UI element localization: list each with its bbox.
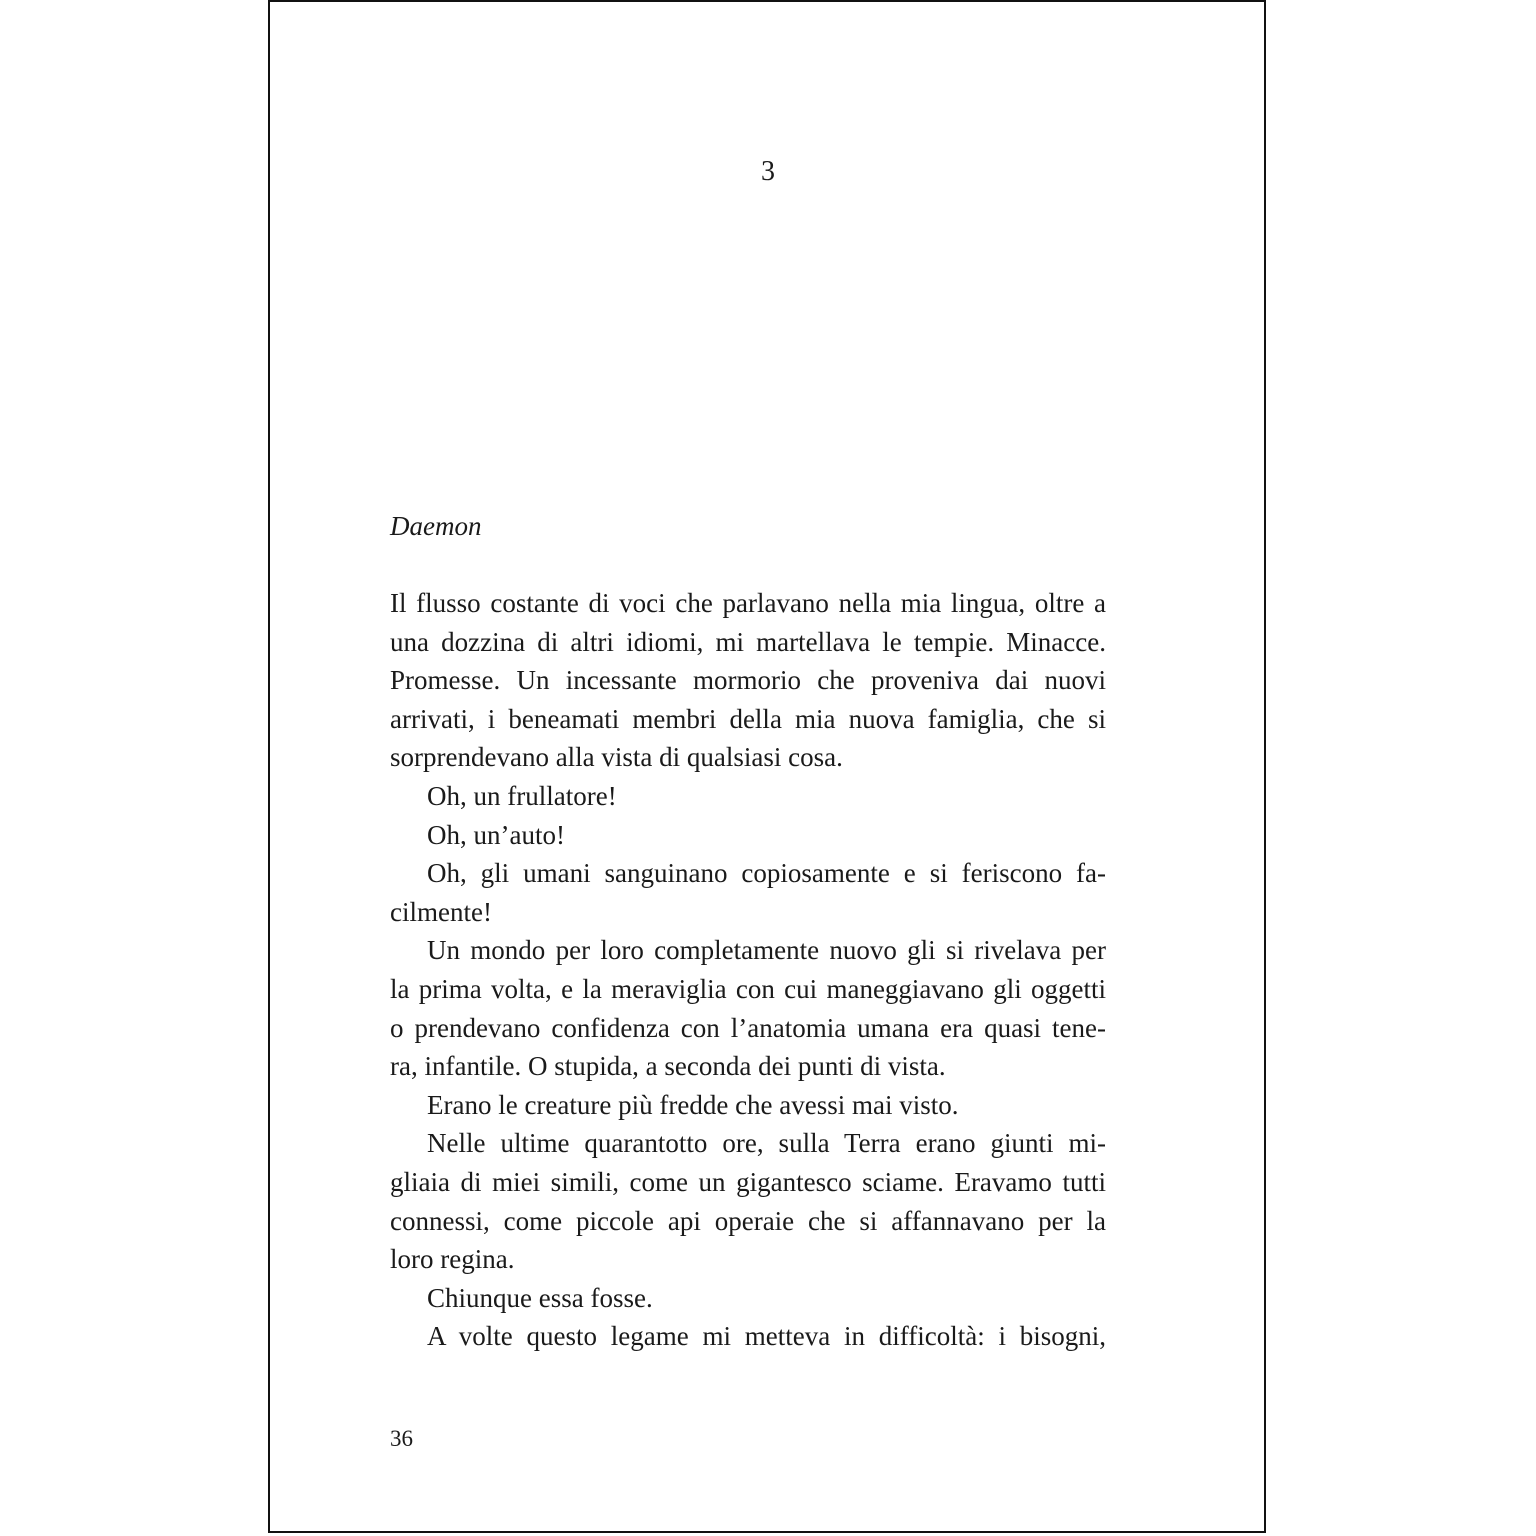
text-line: Oh, gli umani sanguinano copiosamente e si feriscono fa-	[427, 858, 1106, 889]
page-number: 36	[390, 1426, 413, 1451]
text-line: Promesse. Un incessante mormorio che proveniva dai nuovi	[390, 665, 1106, 696]
text-line: gliaia di miei simili, come un gigantesco sciame. Eravamo tutti	[390, 1166, 1106, 1197]
text-line: Oh, un frullatore!	[427, 780, 617, 811]
chapter-number: 3	[761, 156, 775, 187]
text-line: loro regina.	[390, 1244, 515, 1275]
text-line: Il flusso costante di voci che parlavano nella mia lingua, oltre a	[390, 588, 1106, 618]
chapter-pov-heading: Daemon	[390, 511, 482, 541]
body-text	[390, 584, 1106, 1356]
text-line: A volte questo legame mi metteva in difficoltà: i bisogni,	[427, 1321, 1106, 1352]
text-line: sorprendevano alla vista di qualsiasi cosa.	[390, 742, 843, 773]
text-line: Nelle ultime quarantotto ore, sulla Terra erano giunti mi-	[427, 1128, 1106, 1159]
text-line: Chiunque essa fosse.	[427, 1282, 653, 1313]
text-line: la prima volta, e la meraviglia con cui maneggiavano gli oggetti	[390, 973, 1106, 1004]
text-line: Un mondo per loro completamente nuovo gli si rivelava per	[427, 935, 1106, 966]
text-line: cilmente!	[390, 896, 492, 927]
text-line: una dozzina di altri idiomi, mi martellava le tempie. Minacce.	[390, 626, 1106, 657]
text-line: arrivati, i beneamati membri della mia nuova famiglia, che si	[390, 703, 1106, 734]
text-line: Oh, un’auto!	[427, 819, 565, 850]
text-line: connessi, come piccole api operaie che si affannavano per la	[390, 1205, 1106, 1236]
text-line: ra, infantile. O stupida, a seconda dei punti di vista.	[390, 1051, 946, 1082]
text-line: Erano le creature più fredde che avessi mai visto.	[427, 1089, 959, 1120]
text-line: o prendevano confidenza con l’anatomia umana era quasi tene-	[390, 1012, 1106, 1043]
